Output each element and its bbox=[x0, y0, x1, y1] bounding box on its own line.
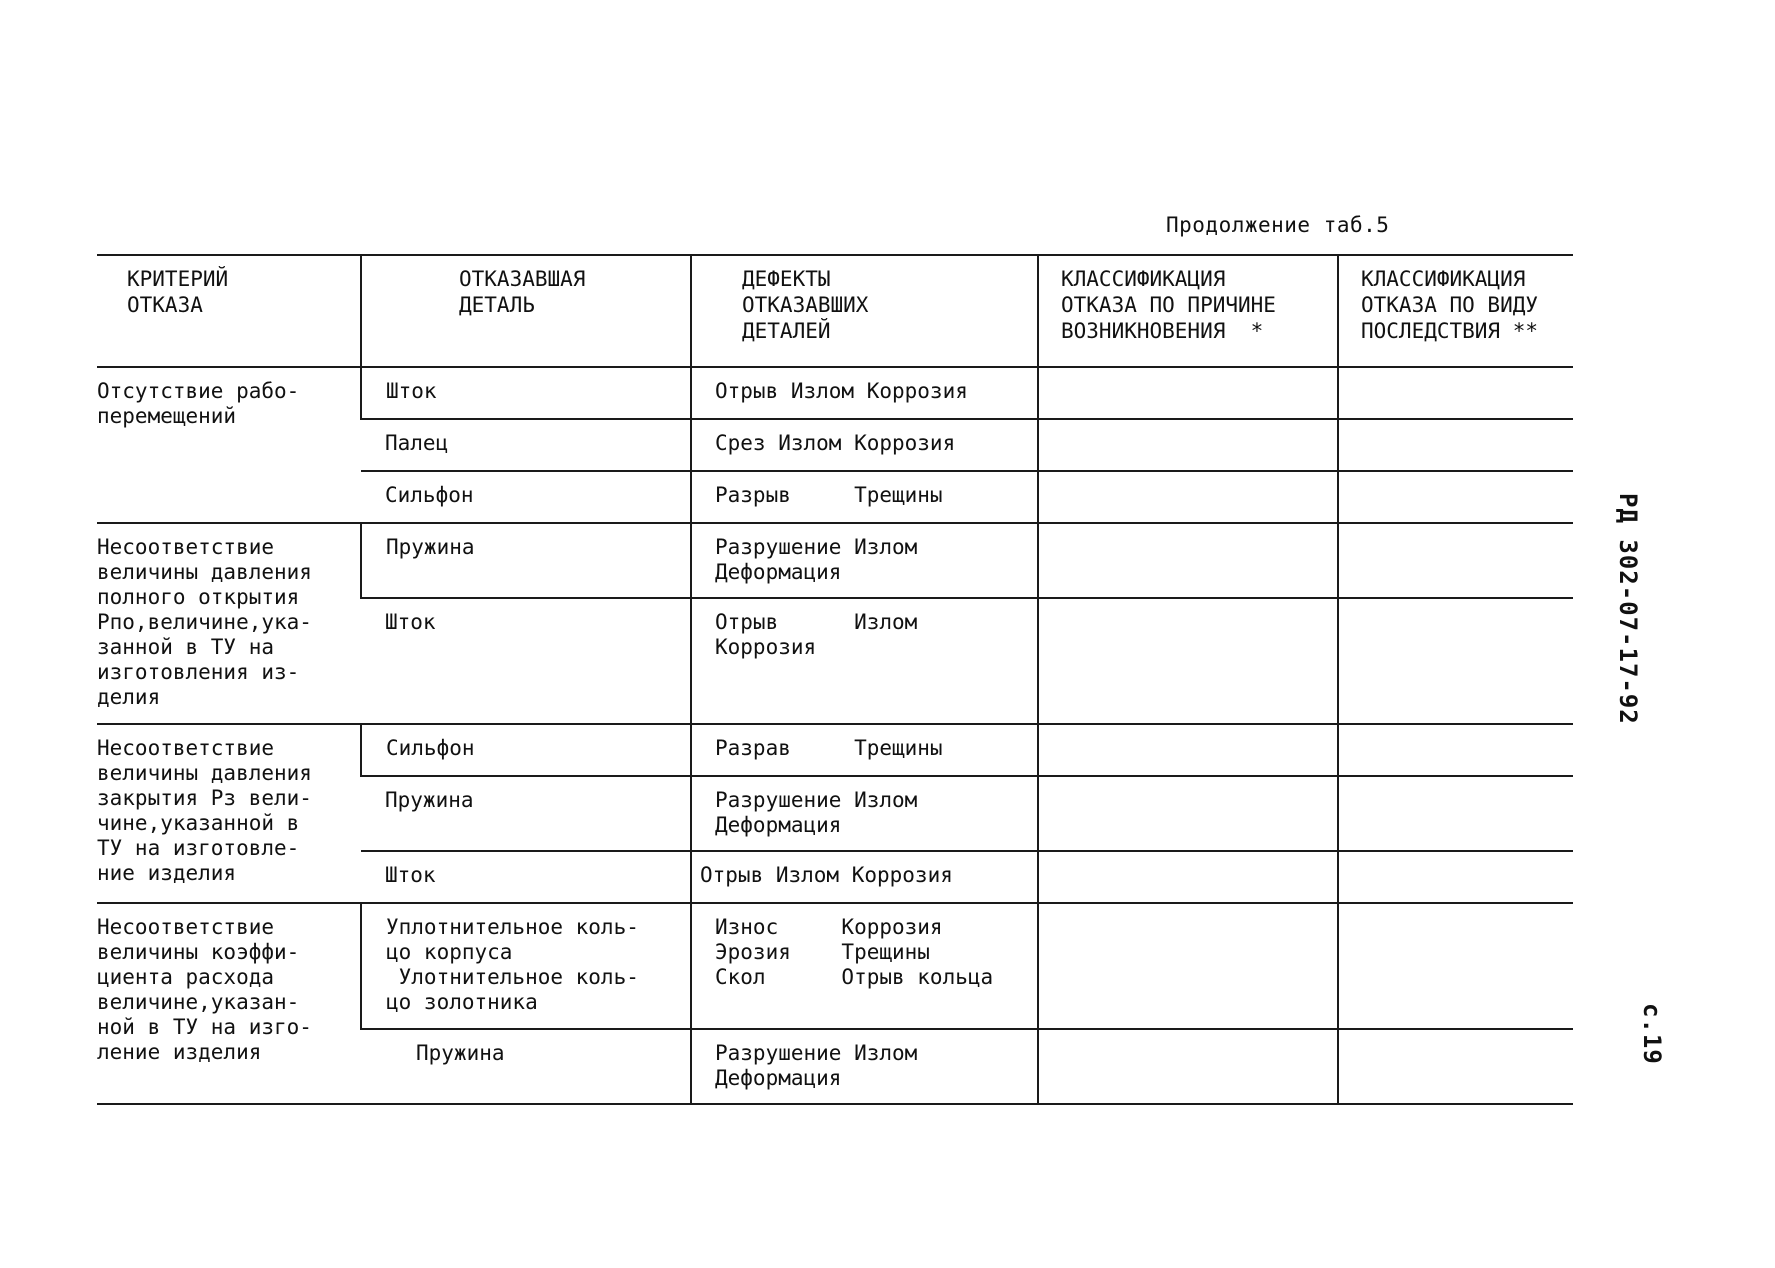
part-cell: Палец bbox=[361, 419, 691, 471]
criterion-cell: Несоответствие величины коэффи- циента расхода величине,указан- ной в ТУ на изго- ление изделия bbox=[97, 903, 361, 1104]
header-failed-part: ОТКАЗАВШАЯ ДЕТАЛЬ bbox=[361, 255, 691, 367]
page-number: с.19 bbox=[1638, 1003, 1666, 1065]
header-classification-by-cause: КЛАССИФИКАЦИЯ ОТКАЗА ПО ПРИЧИНЕ ВОЗНИКНОВЕНИЯ * bbox=[1038, 255, 1338, 367]
part-cell: Пружина bbox=[361, 523, 691, 598]
consequence-cell bbox=[1338, 851, 1573, 903]
defects-cell: Разрушение Излом Деформация bbox=[691, 776, 1038, 851]
header-failure-criterion: КРИТЕРИЙ ОТКАЗА bbox=[97, 255, 361, 367]
cause-cell bbox=[1038, 851, 1338, 903]
part-cell: Шток bbox=[361, 851, 691, 903]
consequence-cell bbox=[1338, 367, 1573, 419]
defects-cell: Отрыв Излом Коррозия bbox=[691, 367, 1038, 419]
failure-classification-table bbox=[97, 254, 1573, 1105]
document-code: РД 302-07-17-92 bbox=[1614, 493, 1642, 725]
criterion-cell: Отсутствие рабо- перемещений bbox=[97, 367, 361, 523]
cause-cell bbox=[1038, 1029, 1338, 1104]
defects-cell: Срез Излом Коррозия bbox=[691, 419, 1038, 471]
criterion-cell: Несоответствие величины давления закрытия Рз вели- чине,указанной в ТУ на изготовле- ние изделия bbox=[97, 724, 361, 903]
cause-cell bbox=[1038, 471, 1338, 523]
defects-cell: Разрушение Излом Деформация bbox=[691, 523, 1038, 598]
part-cell: Уплотнительное коль- цо корпуса Улотнительное коль- цо золотника bbox=[361, 903, 691, 1029]
consequence-cell bbox=[1338, 419, 1573, 471]
part-cell: Сильфон bbox=[361, 724, 691, 776]
table-row bbox=[97, 724, 1573, 776]
defects-cell: Разрав Трещины bbox=[691, 724, 1038, 776]
defects-cell: Отрыв Излом Коррозия bbox=[691, 598, 1038, 724]
table-row bbox=[97, 903, 1573, 1029]
cause-cell bbox=[1038, 523, 1338, 598]
consequence-cell bbox=[1338, 523, 1573, 598]
table-row bbox=[97, 523, 1573, 598]
defects-cell: Отрыв Излом Коррозия bbox=[691, 851, 1038, 903]
part-cell: Сильфон bbox=[361, 471, 691, 523]
consequence-cell bbox=[1338, 776, 1573, 851]
defects-cell: Разрушение Излом Деформация bbox=[691, 1029, 1038, 1104]
consequence-cell bbox=[1338, 903, 1573, 1029]
cause-cell bbox=[1038, 724, 1338, 776]
consequence-cell bbox=[1338, 598, 1573, 724]
header-classification-by-consequence: КЛАССИФИКАЦИЯ ОТКАЗА ПО ВИДУ ПОСЛЕДСТВИЯ ** bbox=[1338, 255, 1573, 367]
consequence-cell bbox=[1338, 471, 1573, 523]
table-header-row bbox=[97, 255, 1573, 367]
part-cell: Пружина bbox=[361, 776, 691, 851]
part-cell: Шток bbox=[361, 598, 691, 724]
header-part-defects: ДЕФЕКТЫ ОТКАЗАВШИХ ДЕТАЛЕЙ bbox=[691, 255, 1038, 367]
cause-cell bbox=[1038, 598, 1338, 724]
part-cell: Шток bbox=[361, 367, 691, 419]
cause-cell bbox=[1038, 419, 1338, 471]
defects-cell: Износ Коррозия Эрозия Трещины Скол Отрыв кольца bbox=[691, 903, 1038, 1029]
consequence-cell bbox=[1338, 724, 1573, 776]
table-caption: Продолжение таб.5 bbox=[1166, 213, 1390, 237]
table-row bbox=[97, 367, 1573, 419]
cause-cell bbox=[1038, 776, 1338, 851]
part-cell: Пружина bbox=[361, 1029, 691, 1104]
consequence-cell bbox=[1338, 1029, 1573, 1104]
cause-cell bbox=[1038, 903, 1338, 1029]
defects-cell: Разрыв Трещины bbox=[691, 471, 1038, 523]
cause-cell bbox=[1038, 367, 1338, 419]
criterion-cell: Несоответствие величины давления полного открытия Рпо,величине,ука- занной в ТУ на изготовления из- делия bbox=[97, 523, 361, 724]
